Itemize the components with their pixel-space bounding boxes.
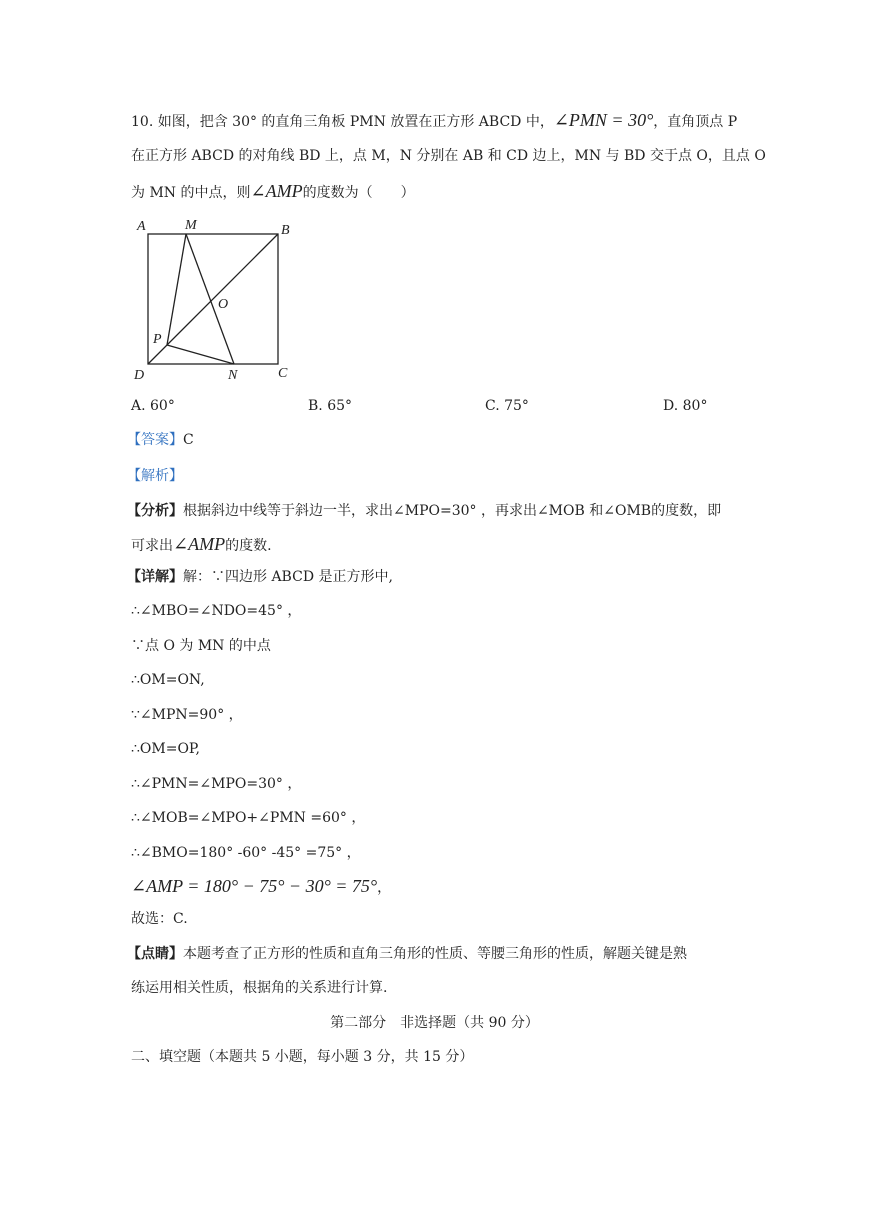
question-line-3 xyxy=(131,181,415,203)
xiangjie-label: 【详解】 xyxy=(127,569,183,585)
option-c: C. 75° xyxy=(485,398,529,414)
question-text: 为 MN 的中点，则 xyxy=(131,185,251,201)
solution-step: ∴∠BMO=180° -60° -45° =75° ， xyxy=(131,845,361,861)
question-text: 10. 如图，把含 30° 的直角三角板 PMN 放置在正方形 ABCD 中， xyxy=(131,114,554,130)
dianjing-text: 本题考查了正方形的性质和直角三角形的性质、等腰三角形的性质，解题关键是熟 xyxy=(183,946,687,962)
solution-step: ∴OM=OP, xyxy=(131,741,200,757)
answer-value: C xyxy=(183,432,194,448)
label-n: N xyxy=(228,368,238,383)
solution-step: ∵点 O 为 MN 的中点 xyxy=(131,638,271,654)
xiangjie-text: 解：∵四边形 ABCD 是正方形中, xyxy=(183,569,393,585)
analysis-label: 【解析】 xyxy=(127,468,183,484)
fenxi-text: 根据斜边中线等于斜边一半，求出∠MPO=30° ，再求出∠MOB 和∠OMB的度数，即 xyxy=(183,503,722,519)
option-b: B. 65° xyxy=(308,398,353,414)
angle-pmn-expression: ∠PMN = 30° xyxy=(553,110,654,130)
dianjing-label: 【点睛】 xyxy=(127,946,183,962)
answer-line xyxy=(127,430,194,450)
label-m: M xyxy=(185,218,197,233)
segment-pn xyxy=(167,345,234,364)
label-c: C xyxy=(278,366,288,381)
dianjing-line-1 xyxy=(127,944,687,964)
solution-step: ∵∠MPN=90° ， xyxy=(131,707,243,723)
question-text: ，直角顶点 P xyxy=(653,114,738,130)
final-equation: ∠AMP = 180° − 75° − 30° = 75° xyxy=(131,876,378,896)
conclusion: 故选：C. xyxy=(131,911,188,927)
option-a: A. 60° xyxy=(131,398,175,414)
label-o: O xyxy=(218,297,229,312)
fenxi-line-1 xyxy=(127,501,721,521)
question-line-2: 在正方形 ABCD 的对角线 BD 上，点 M，N 分别在 AB 和 CD 边上，MN 与 BD 交于点 O，且点 O xyxy=(131,148,766,164)
fenxi-text: 的度数. xyxy=(225,538,272,554)
option-d: D. 80° xyxy=(663,398,708,414)
fenxi-label: 【分析】 xyxy=(127,503,183,519)
section-title: 第二部分 非选择题（共 90 分） xyxy=(330,1015,539,1031)
label-b: B xyxy=(281,223,290,238)
solution-step: ∴OM=ON, xyxy=(131,672,205,688)
solution-step: ∴∠MOB=∠MPO+∠PMN =60° ， xyxy=(131,810,366,826)
solution-step: ∴∠PMN=∠MPO=30° ， xyxy=(131,776,302,792)
final-equation-tail: ， xyxy=(377,880,392,896)
question-line-1 xyxy=(131,110,737,132)
angle-amp-expression: ∠AMP xyxy=(250,181,303,201)
fenxi-text: 可求出 xyxy=(131,538,173,554)
label-p: P xyxy=(153,332,162,347)
final-equation-line xyxy=(131,876,391,898)
answer-label: 【答案】 xyxy=(127,432,183,448)
question-text: 的度数为（ ） xyxy=(302,185,415,201)
fill-blank-title: 二、填空题（本题共 5 小题，每小题 3 分，共 15 分） xyxy=(131,1049,474,1065)
label-d: D xyxy=(134,368,145,383)
dianjing-line-2: 练运用相关性质，根据角的关系进行计算. xyxy=(131,980,388,996)
xiangjie-line-1 xyxy=(127,567,393,587)
geometry-figure xyxy=(128,212,308,384)
fenxi-line-2 xyxy=(131,534,272,556)
solution-step: ∴∠MBO=∠NDO=45° ， xyxy=(131,603,302,619)
label-a: A xyxy=(137,219,146,234)
angle-amp-expression: ∠AMP xyxy=(173,534,226,554)
